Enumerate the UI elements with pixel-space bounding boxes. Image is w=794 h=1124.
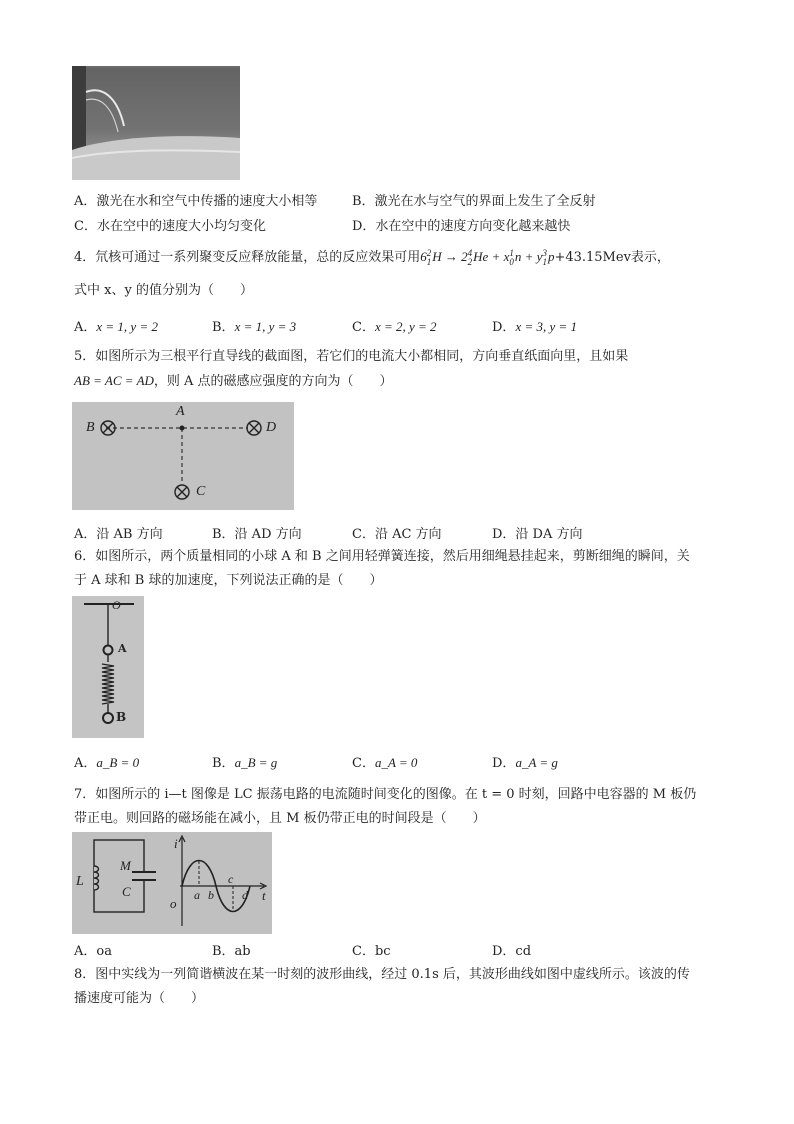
q5-stem: 5．如图所示为三根平行直导线的截面图，若它们的电流大小都相同，方向垂直纸面向里，且如果	[74, 349, 629, 364]
q5-equation: AB = AC = AD	[74, 373, 154, 388]
q4-stem-tail: 表示，	[630, 250, 670, 265]
label-a: A	[176, 404, 185, 419]
q7-stem: 7．如图所示的 i—t 图像是 LC 振荡电路的电流随时间变化的图像。在 t = 0 时刻，回路中电容器的 M 板仍	[74, 787, 697, 802]
q5-option-d: D．沿 DA 方向	[492, 527, 583, 542]
q7-option-d: D．cd	[492, 944, 532, 959]
q4-stem	[74, 248, 714, 267]
q7-option-b: B．ab	[212, 944, 251, 959]
q4-option-c: C．x = 2, y = 2	[352, 319, 437, 335]
q4-option-d: D．x = 3, y = 1	[492, 319, 578, 335]
q6-option-c: C．a_A = 0	[352, 755, 418, 771]
label-l: L	[76, 874, 84, 889]
label-d: D	[266, 420, 277, 435]
q8-stem: 8．图中实线为一列简谐横波在某一时刻的波形曲线，经过 0.1s 后，其波形曲线如图中虚线所示。该波的传	[74, 967, 690, 982]
q5-option-c: C．沿 AC 方向	[352, 527, 442, 542]
q8-stem-2: 播速度可能为（ ）	[74, 991, 205, 1006]
label-ball-a: A	[118, 642, 127, 655]
q3-option-a: A．激光在水和空气中传播的速度大小相等	[74, 194, 318, 209]
water-jet-photo	[72, 66, 240, 180]
wire-d-icon	[247, 421, 261, 435]
q5-stem-2: AB = AC = AD，则 A 点的磁感应强度的方向为（ ）	[74, 373, 393, 389]
label-a-point: a	[194, 888, 200, 902]
q4-equation-tail: +43.15Mev	[554, 250, 631, 265]
wires-figure	[72, 402, 294, 510]
q5-option-a: A．沿 AB 方向	[74, 527, 163, 542]
label-c: C	[196, 484, 206, 499]
q4-option-a: A．x = 1, y = 2	[74, 319, 158, 335]
q4-stem-lead: 4．氘核可通过一系列聚变反应释放能量，总的反应效果可用	[74, 250, 421, 265]
q6-stem-2: 于 A 球和 B 球的加速度，下列说法正确的是（ ）	[74, 573, 383, 588]
q3-option-c: C．水在空中的速度大小均匀变化	[74, 219, 266, 234]
q7-stem-2: 带正电。则回路的磁场能在减小，且 M 板仍带正电的时间段是（ ）	[74, 811, 486, 826]
label-d-point: d	[242, 888, 248, 902]
wire-c-icon	[175, 485, 189, 499]
label-capacitor-c: C	[122, 884, 131, 899]
q6-option-b: B．a_B = g	[212, 755, 278, 771]
q3-option-d: D．水在空中的速度方向变化越来越快	[352, 219, 571, 234]
label-t-axis: t	[262, 888, 266, 903]
lc-circuit-figure	[72, 832, 272, 934]
q4-question: 式中 x、y 的值分别为（ ）	[74, 283, 253, 298]
q6-stem: 6．如图所示，两个质量相同的小球 A 和 B 之间用轻弹簧连接，然后用细绳悬挂起来，剪断细绳的瞬间，关	[74, 549, 690, 564]
q3-option-b: B．激光在水与空气的界面上发生了全反射	[352, 194, 596, 209]
label-m: M	[120, 858, 131, 873]
q7-option-a: A．oa	[74, 944, 112, 959]
wire-b-icon	[101, 421, 115, 435]
label-ball-b: B	[116, 710, 127, 724]
label-o: O	[112, 598, 121, 612]
label-b: B	[86, 420, 95, 435]
q4-equation: 62 1H → 24 2He + x1 0n + y3 1p	[420, 248, 555, 268]
spring-figure	[72, 596, 144, 738]
q7-option-c: C．bc	[352, 944, 391, 959]
spring-icon	[102, 664, 114, 704]
q5-option-b: B．沿 AD 方向	[212, 527, 302, 542]
label-c-point: c	[228, 872, 234, 886]
q4-option-b: B．x = 1, y = 3	[212, 319, 297, 335]
label-i-axis: i	[174, 836, 178, 851]
label-b-point: b	[208, 888, 214, 902]
q6-option-d: D．a_A = g	[492, 755, 558, 771]
label-origin: o	[170, 896, 177, 911]
q6-option-a: A．a_B = 0	[74, 755, 140, 771]
inductor-icon	[94, 866, 99, 890]
